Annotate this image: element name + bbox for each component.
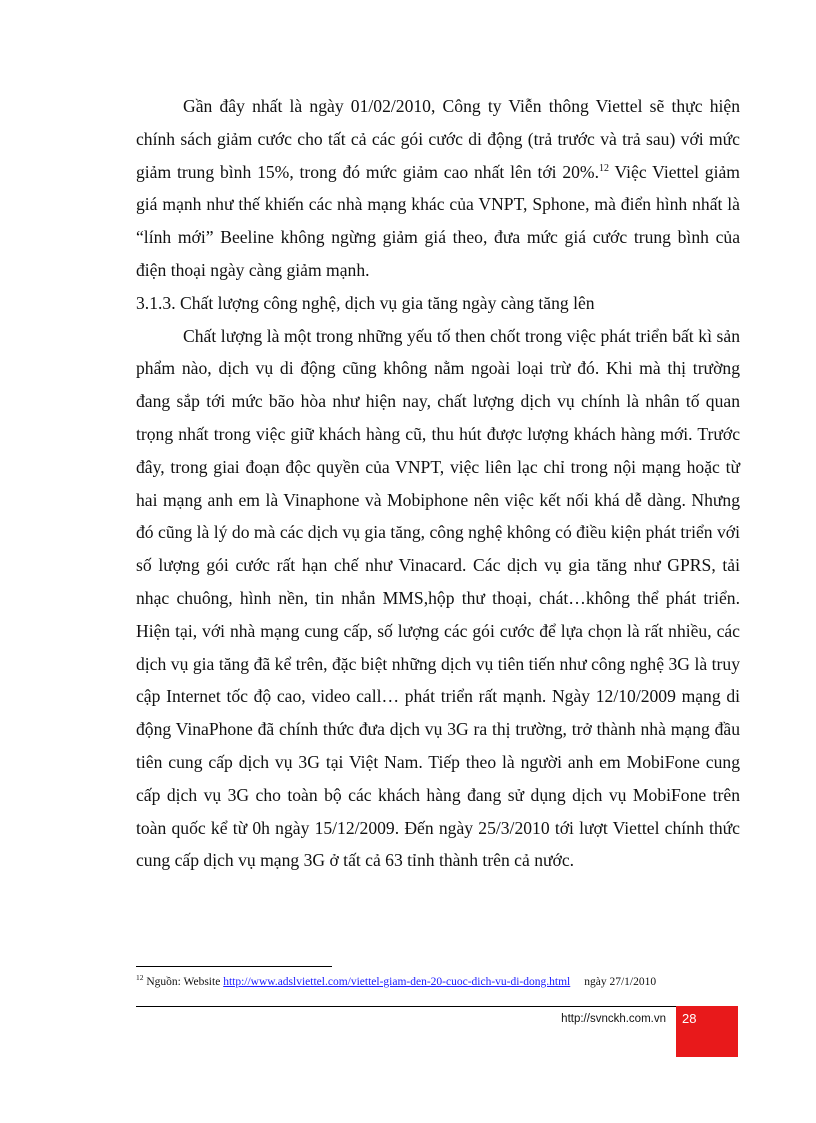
footnote-prefix: Nguồn: Website [143,976,224,988]
section-heading: 3.1.3. Chất lượng công nghệ, dịch vụ gia tăng ngày càng tăng lên [136,292,595,313]
footnote-reference[interactable]: 12 [599,162,609,174]
footnote-number: 12 [136,973,144,983]
footnote-separator [136,966,332,967]
paragraph-quality: Chất lượng là một trong những yếu tố then chốt trong việc phát triển bất kì sản phẩm nào, dịch vụ di động cũng không nằm ngoài loại trừ đó. Khi mà thị trường đang sắp tới mức bão hòa như hiện nay, chất lượng dịch vụ chính là nhân tố quan trọng nhất trong việc giữ khách hàng cũ, thu hút được lượng khách hàng mới. Trước đây, trong giai đoạn độc quyền của VNPT, việc liên lạc chỉ trong nội mạng hoặc từ hai mạng anh em là Vinaphone và Mobiphone nên việc kết nối khá dễ dàng. Nhưng đó cũng là lý do mà các dịch vụ gia tăng, công nghệ không có điều kiện phát triển với số lượng gói cước rất hạn chế như Vinacard. Các dịch vụ gia tăng như GPRS, tải nhạc chuông, hình nền, tin nhắn MMS,hộp thư thoại, chát…không thể phát triển. Hiện tại, với nhà mạng cung cấp, số lượng các gói cước để lựa chọn là rất nhiều, các dịch vụ gia tăng đã kể trên, đặc biệt những dịch vụ tiên tiến như công nghệ 3G là truy cập Internet tốc độ cao, video call… phát triển rất mạnh. Ngày 12/10/2009 mạng di động VinaPhone đã chính thức đưa dịch vụ 3G ra thị trường, trở thành nhà mạng đầu tiên cung cấp dịch vụ 3G tại Việt Nam. Tiếp theo là người anh em MobiFone cung cấp dịch vụ 3G cho toàn bộ các khách hàng đang sử dụng dịch vụ MobiFone trên toàn quốc kể từ 0h ngày 15/12/2009. Đến ngày 25/3/2010 tới lượt Viettel chính thức cung cấp dịch vụ mạng 3G ở tất cả 63 tỉnh thành trên cả nước. [136,325,740,871]
page-number: 28 [682,1011,697,1026]
paragraph-1-text-a: Gần đây nhất là ngày 01/02/2010, Công ty Viễn thông Viettel sẽ thực hiện chính sách giảm cước cho tất cả các gói cước di động (trả trước và trả sau) với mức giảm trung bình 15%, trong đó mức giảm cao nhất lên tới 20%. [136,96,740,182]
footnote [136,975,736,989]
footer-url: http://svnckh.com.vn [561,1013,666,1025]
page-number-box [676,1006,738,1057]
footnote-link[interactable]: http://www.adslviettel.com/viettel-giam-den-20-cuoc-dich-vu-di-dong.html [223,976,571,988]
paragraph-1-text-b: Việc Viettel giảm giá mạnh như thế khiến các nhà mạng khác của VNPT, Sphone, mà điển hình nhất là “lính mới” Beeline không ngừng giảm giá theo, đưa mức giá cước trung bình của điện thoại ngày càng giảm mạnh. [136,161,740,280]
footer-rule [136,1006,738,1007]
footnote-suffix: ngày 27/1/2010 [584,976,657,988]
paragraph-price-cuts [136,90,740,287]
body-content [136,90,740,877]
